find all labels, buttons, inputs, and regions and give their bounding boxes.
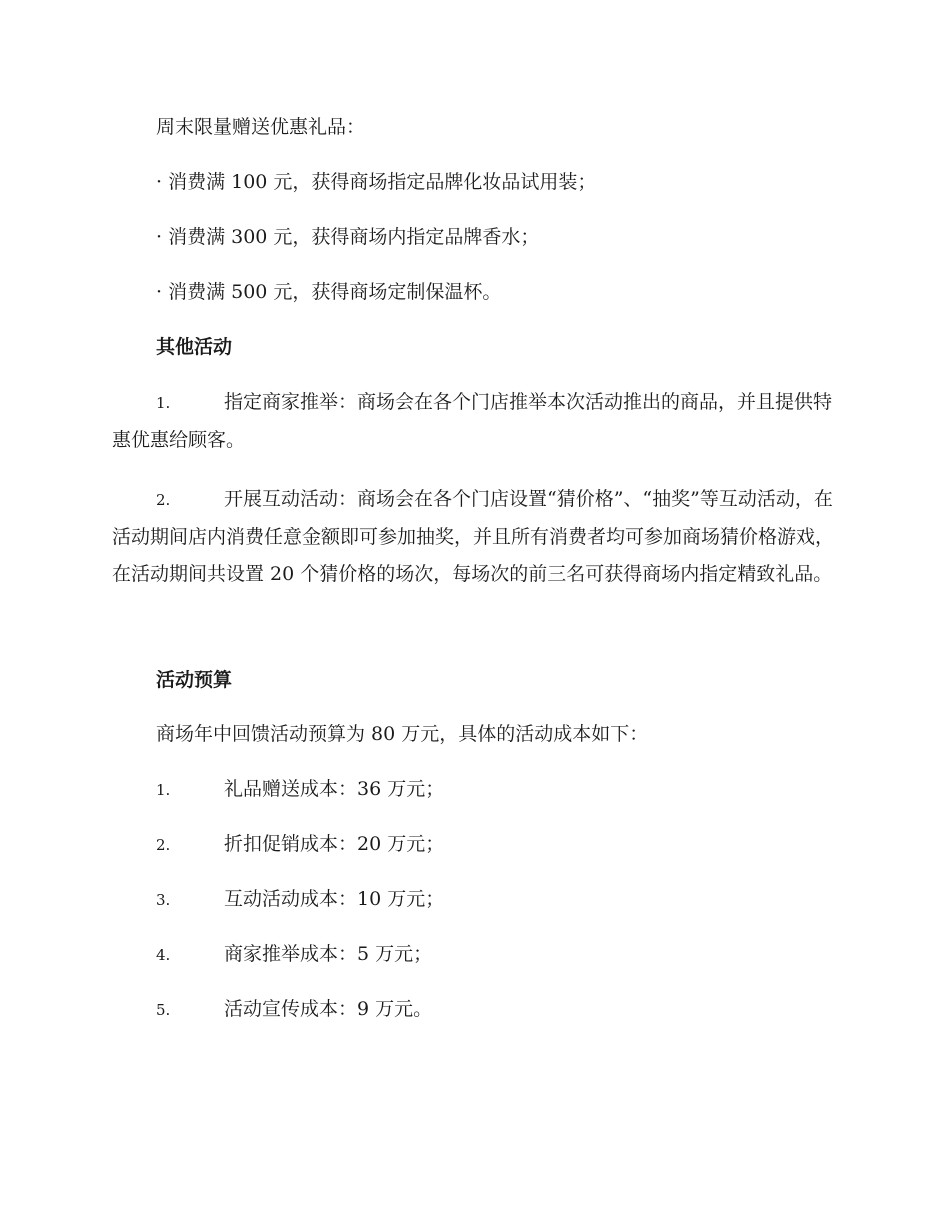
item-number: 2. [156,491,171,509]
item-number: 3. [156,891,171,909]
item-number: 5. [156,1001,171,1019]
budget-item [156,991,432,1029]
budget-heading: 活动预算 [156,669,233,691]
gift-item-300: · 消费满 300 元，获得商场内指定品牌香水； [156,226,540,248]
item-text: 指定商家推举：商场会在各个门店推举本次活动推出的商品，并且提供特惠优惠给顾客。 [112,391,833,451]
item-number: 4. [156,946,171,964]
budget-item [156,881,444,919]
other-activities-heading: 其他活动 [156,336,233,358]
budget-item [156,771,444,809]
item-number: 1. [156,394,171,412]
budget-item [156,826,444,864]
other-activity-item [112,384,838,459]
budget-item [156,936,432,974]
item-text: 礼品赠送成本：36 万元； [224,778,445,800]
other-activity-item [112,481,838,593]
gift-item-100: · 消费满 100 元，获得商场指定品牌化妆品试用装； [156,171,597,193]
budget-intro: 商场年中回馈活动预算为 80 万元，具体的活动成本如下： [156,723,649,745]
item-text: 商家推举成本：5 万元； [224,943,433,965]
item-text: 活动宣传成本：9 万元。 [224,998,433,1020]
item-text: 互动活动成本：10 万元； [224,888,445,910]
item-number: 1. [156,781,171,799]
item-number: 2. [156,836,171,854]
item-text: 开展互动活动：商场会在各个门店设置“猜价格”、“抽奖”等互动活动，在活动期间店内消费任意金额即可参加抽奖，并且所有消费者均可参加商场猜价格游戏，在活动期间共设置 20 个猜价格的场次，每场次的前三名可获得商场内指定精致礼品。 [112,488,835,585]
gifts-intro: 周末限量赠送优惠礼品： [156,116,366,138]
item-text: 折扣促销成本：20 万元； [224,833,445,855]
gift-item-500: · 消费满 500 元，获得商场定制保温杯。 [156,281,502,303]
